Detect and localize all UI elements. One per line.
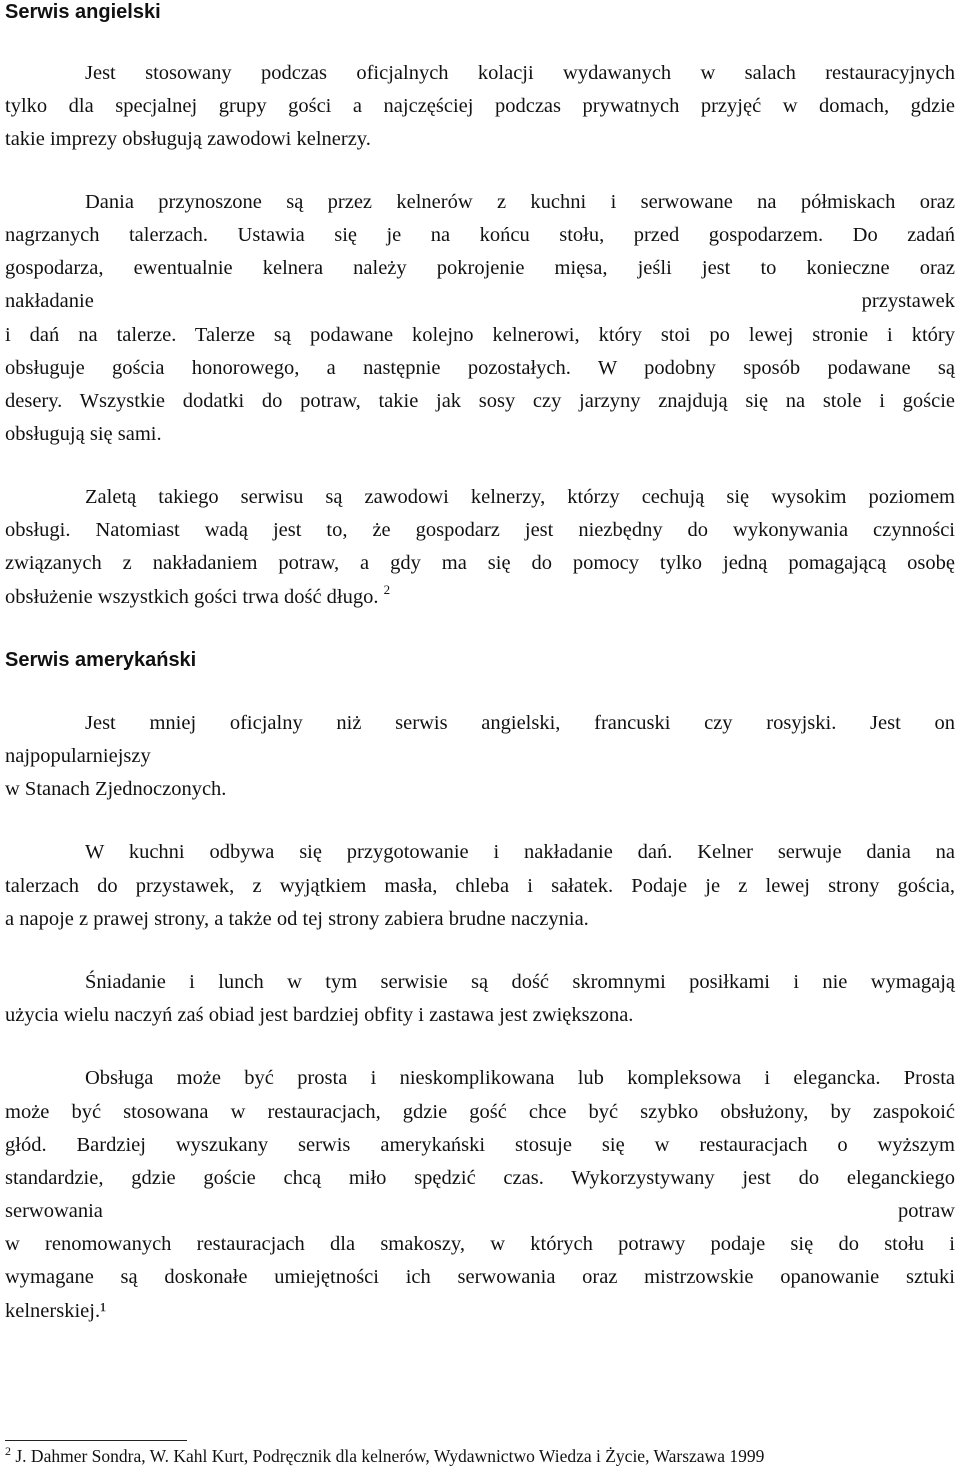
paragraph-line: talerzach do przystawek, z wyjątkiem masła, chleba i sałatek. Podaje je z lewej strony gościa, (5, 875, 955, 897)
paragraph-line: gospodarza, ewentualnie kelnera należy pokrojenie mięsa, jeśli jest to konieczne oraz (5, 257, 955, 279)
paragraph-line: nakładanie przystawek (5, 290, 955, 312)
paragraph-line: użycia wielu naczyń zaś obiad jest bardziej obfity i zastawa jest zwiększona. (5, 1004, 634, 1026)
paragraph-line: Obsługa może być prosta i nieskomplikowana lub kompleksowa i elegancka. Prosta (85, 1067, 955, 1089)
paragraph-line: w renomowanych restauracjach dla smakoszy, w których potrawy podaje się do stołu i (5, 1233, 955, 1255)
paragraph-line: i dań na talerze. Talerze są podawane kolejno kelnerowi, który stoi po lewej stronie i który (5, 324, 955, 346)
footnote-ref[interactable]: 2 (383, 582, 391, 597)
footnote-separator (5, 1440, 187, 1441)
section-heading-american: Serwis amerykański (5, 649, 197, 671)
paragraph-line: obsługi. Natomiast wadą jest to, że gospodarz jest niezbędny do wykonywania czynności (5, 519, 955, 541)
paragraph-line: standardzie, gdzie goście chcą miło spędzić czas. Wykorzystywany jest do eleganckiego (5, 1167, 955, 1189)
paragraph-line-with-ref (5, 1298, 955, 1324)
footnote (5, 1445, 764, 1467)
footnote-ref: ¹ (100, 1300, 107, 1322)
paragraph-line: Śniadanie i lunch w tym serwisie są dość skromnymi posiłkami i nie wymagają (85, 971, 955, 993)
paragraph-line: głód. Bardziej wyszukany serwis amerykański stosuje się w restauracjach o wyższym (5, 1134, 955, 1156)
paragraph-line: desery. Wszystkie dodatki do potraw, takie jak sosy czy jarzyny znajdują się na stole i goście (5, 390, 955, 412)
paragraph-line: Jest mniej oficjalny niż serwis angielski, francuski czy rosyjski. Jest on (85, 712, 955, 734)
paragraph-line: serwowania potraw (5, 1200, 955, 1222)
paragraph-line: obsługuje gościa honorowego, a następnie pozostałych. W podobny sposób podawane są (5, 357, 955, 379)
paragraph-line: Jest stosowany podczas oficjalnych kolacji wydawanych w salach restauracyjnych (85, 62, 955, 84)
footnote-number: 2 (5, 1444, 11, 1458)
paragraph-line-text: kelnerskiej. (5, 1300, 101, 1322)
paragraph-line-with-ref (5, 584, 955, 610)
paragraph-line: w Stanach Zjednoczonych. (5, 778, 227, 800)
paragraph-line: wymagane są doskonałe umiejętności ich serwowania oraz mistrzowskie opanowanie sztuki (5, 1266, 955, 1288)
paragraph-line: związanych z nakładaniem potraw, a gdy ma się do pomocy tylko jedną pomagającą osobę (5, 552, 955, 574)
paragraph-line-text: obsłużenie wszystkich gości trwa dość długo. (5, 586, 379, 608)
paragraph-line: może być stosowana w restauracjach, gdzie gość chce być szybko obsłużony, by zaspokoić (5, 1101, 955, 1123)
footnote-text: J. Dahmer Sondra, W. Kahl Kurt, Podręcznik dla kelnerów, Wydawnictwo Wiedza i Życie, Warszawa 1999 (11, 1446, 765, 1466)
paragraph-line: a napoje z prawej strony, a także od tej strony zabiera brudne naczynia. (5, 908, 589, 930)
paragraph-line: Zaletą takiego serwisu są zawodowi kelnerzy, którzy cechują się wysokim poziomem (85, 486, 955, 508)
section-heading-english: Serwis angielski (5, 1, 161, 23)
paragraph-line: nagrzanych talerzach. Ustawia się je na końcu stołu, przed gospodarzem. Do zadań (5, 224, 955, 246)
paragraph-line: W kuchni odbywa się przygotowanie i nakładanie dań. Kelner serwuje dania na (85, 841, 955, 863)
paragraph-line: Dania przynoszone są przez kelnerów z kuchni i serwowane na półmiskach oraz (85, 191, 955, 213)
paragraph-line: obsługują się sami. (5, 423, 162, 445)
paragraph-line: najpopularniejszy (5, 745, 151, 767)
paragraph-line: tylko dla specjalnej grupy gości a najczęściej podczas prywatnych przyjęć w domach, gdzie (5, 95, 955, 117)
paragraph-line: takie imprezy obsługują zawodowi kelnerzy. (5, 128, 371, 150)
